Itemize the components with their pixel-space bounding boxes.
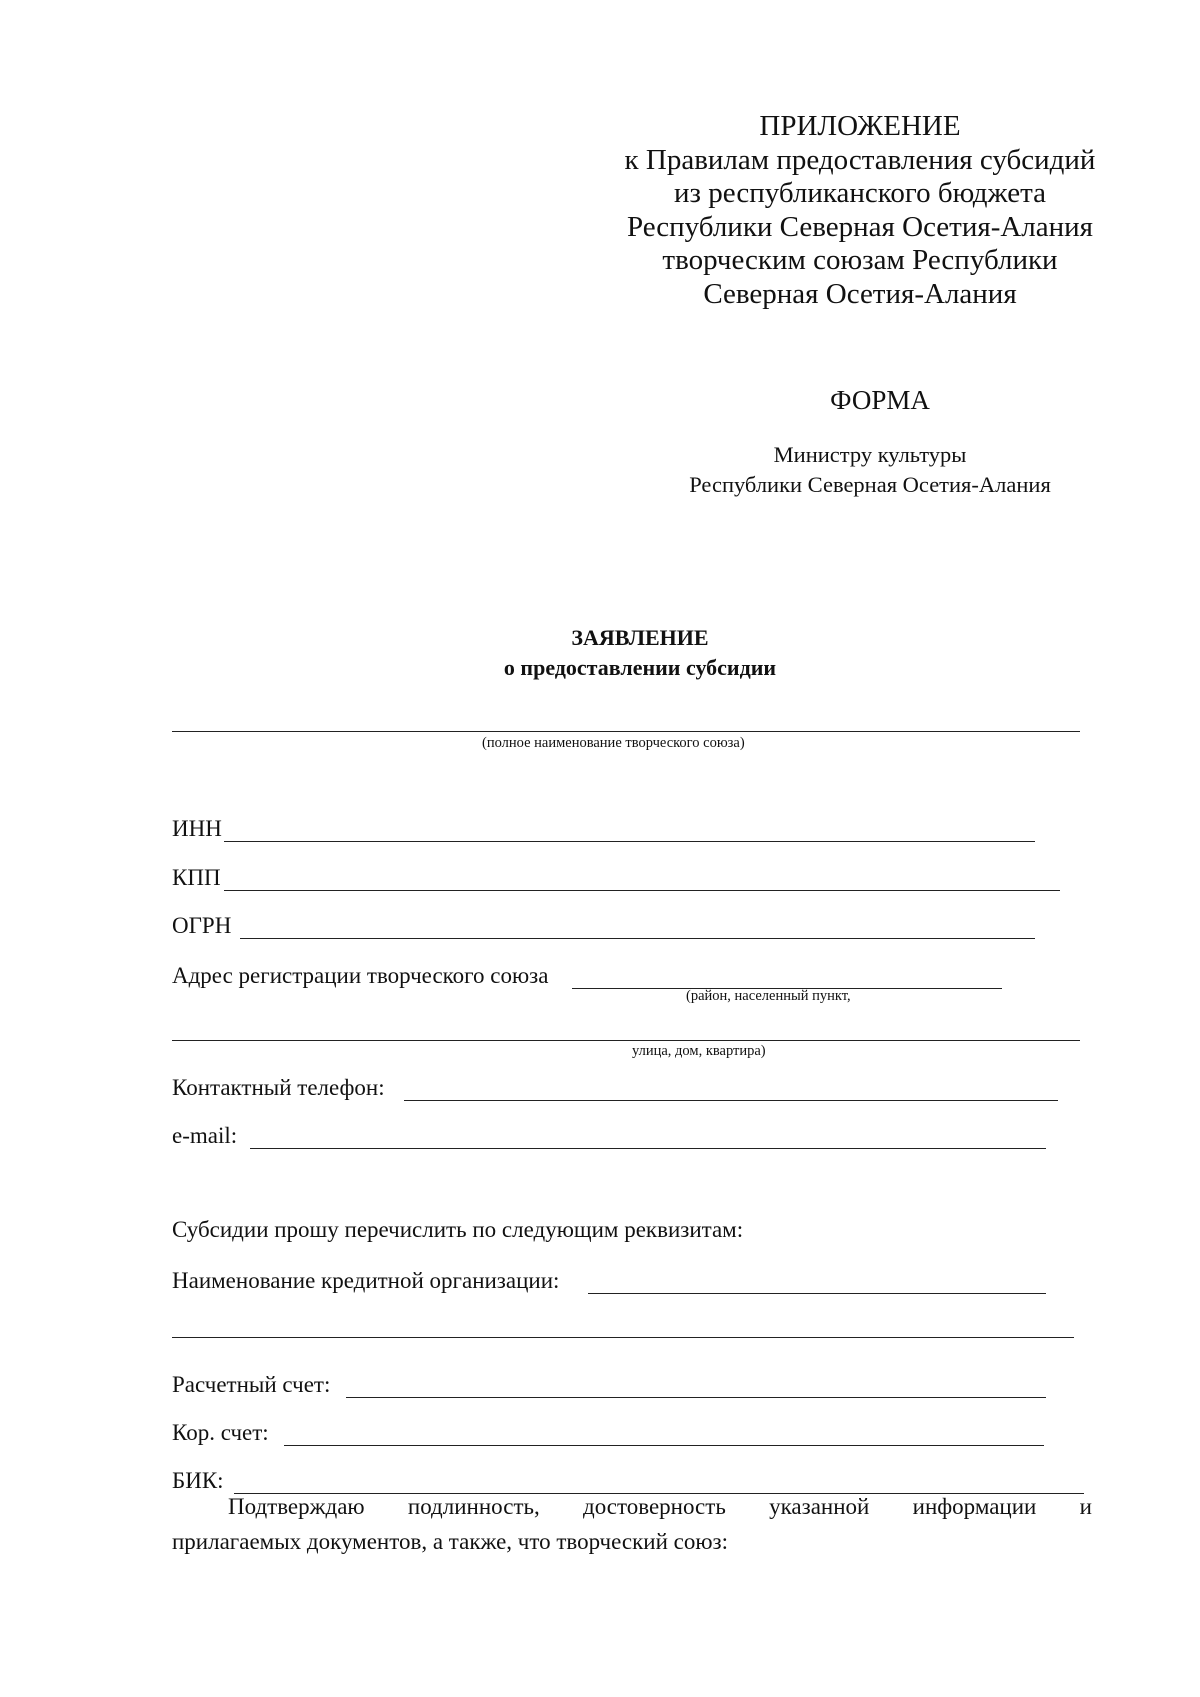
- ogrn-label: ОГРН: [172, 913, 232, 938]
- kpp-input-line[interactable]: [224, 890, 1060, 891]
- corr-account-field: [172, 1414, 1076, 1450]
- appendix-title: ПРИЛОЖЕНИЕ: [759, 110, 961, 142]
- address-label: Адрес регистрации творческого союза: [172, 963, 549, 988]
- confirmation-word: подлинность,: [407, 1494, 540, 1519]
- confirmation-line-2: прилагаемых документов, а также, что творческий союз:: [172, 1529, 729, 1554]
- email-input-line[interactable]: [250, 1148, 1046, 1149]
- appendix-line: из республиканского бюджета: [674, 177, 1046, 209]
- addressee-line: Министру культуры: [773, 442, 967, 467]
- confirmation-line-1: [172, 1494, 1092, 1520]
- title-main: ЗАЯВЛЕНИЕ: [571, 625, 709, 650]
- address-hint-1: (район, населенный пункт,: [686, 988, 851, 1004]
- confirmation-word: информации: [912, 1494, 1037, 1519]
- credit-org-continuation-line[interactable]: [172, 1337, 1074, 1338]
- confirmation-word: и: [1079, 1494, 1092, 1519]
- union-name-field[interactable]: [172, 731, 1080, 732]
- inn-label: ИНН: [172, 816, 222, 841]
- ogrn-input-line[interactable]: [240, 938, 1035, 939]
- ogrn-field: [172, 907, 1072, 943]
- address-hint-2: улица, дом, квартира): [632, 1043, 766, 1059]
- account-field: [172, 1366, 1076, 1402]
- account-input-line[interactable]: [346, 1397, 1046, 1398]
- appendix-line: Северная Осетия-Алания: [703, 277, 1017, 310]
- bik-label: БИК:: [172, 1468, 224, 1493]
- confirmation-word: достоверность: [583, 1494, 726, 1519]
- title-sub: о предоставлении субсидии: [503, 655, 777, 680]
- corr-account-input-line[interactable]: [284, 1445, 1044, 1446]
- bik-field: [172, 1462, 1084, 1498]
- email-label: e-mail:: [172, 1123, 238, 1148]
- phone-field: [172, 1069, 1076, 1105]
- confirmation-word: указанной: [769, 1494, 870, 1519]
- inn-field: [172, 810, 1072, 846]
- address-continuation-line[interactable]: [172, 1040, 1080, 1041]
- addressee-line: Республики Северная Осетия-Алания: [689, 472, 1051, 497]
- forma-label: ФОРМА: [830, 385, 930, 415]
- credit-org-field: [172, 1262, 1076, 1298]
- confirmation-word: Подтверждаю: [228, 1494, 365, 1519]
- inn-input-line[interactable]: [224, 841, 1035, 842]
- account-label: Расчетный счет:: [172, 1372, 331, 1397]
- union-name-hint: (полное наименование творческого союза): [482, 735, 745, 751]
- appendix-line: к Правилам предоставления субсидий: [624, 143, 1096, 176]
- phone-label: Контактный телефон:: [172, 1075, 385, 1100]
- address-field: [172, 957, 1072, 993]
- appendix-line: творческим союзам Республики: [662, 244, 1058, 276]
- appendix-line: Республики Северная Осетия-Алания: [626, 210, 1094, 243]
- kpp-field: [172, 859, 1080, 895]
- credit-org-label: Наименование кредитной организации:: [172, 1268, 560, 1293]
- corr-account-label: Кор. счет:: [172, 1420, 269, 1445]
- appendix-header: [600, 110, 1120, 311]
- kpp-label: КПП: [172, 865, 221, 890]
- phone-input-line[interactable]: [404, 1100, 1058, 1101]
- credit-org-input-line[interactable]: [588, 1293, 1046, 1294]
- bank-intro: Субсидии прошу перечислить по следующим реквизитам:: [172, 1217, 744, 1242]
- email-field: [172, 1117, 1076, 1153]
- document-title: [380, 623, 900, 683]
- addressee-block: [640, 440, 1100, 500]
